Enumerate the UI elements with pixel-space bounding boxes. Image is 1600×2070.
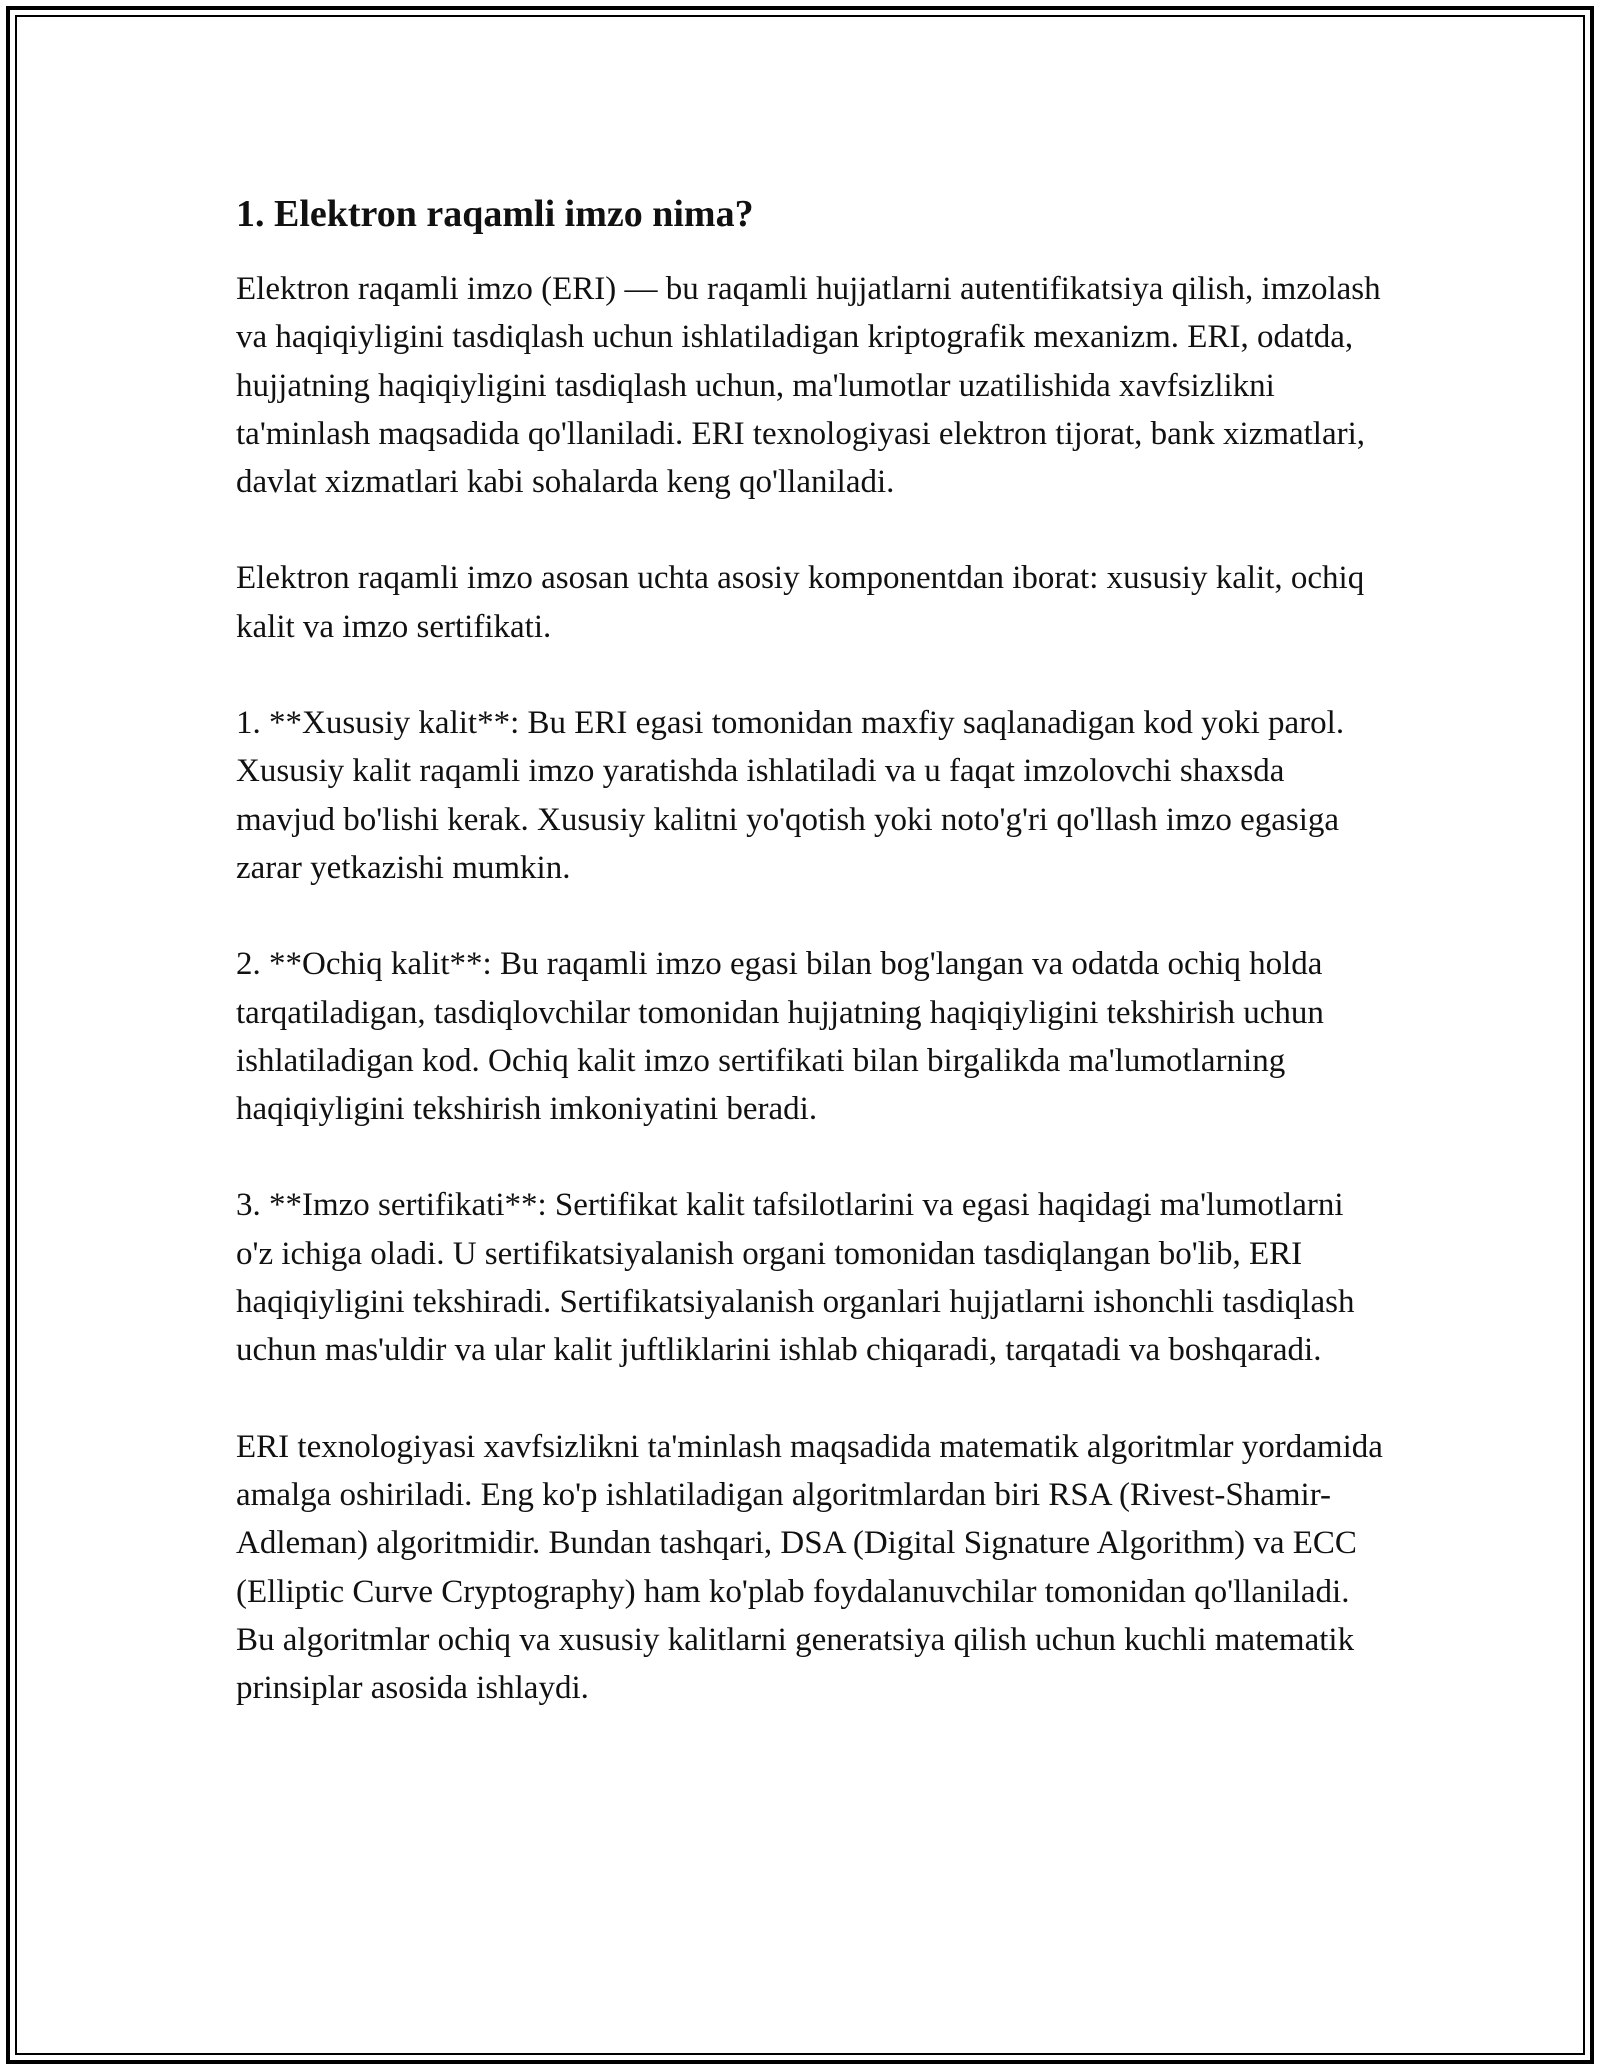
paragraph-definition: Elektron raqamli imzo (ERI) — bu raqamli hujjatlarni autentifikatsiya qilish, imzolash va haqiqiyligini tasdiqlash uchun ishlatiladigan kriptografik mexanizm. ERI, odatda, hujjatning haqiqiyligini tasdiqlash uchun, ma'lumotlar uzatilishida xavfsizlikni ta'minlash maqsadida qo'llaniladi. ERI texnologiyasi elektron tijorat, bank xizmatlari, davlat xizmatlari kabi sohalarda keng qo'llaniladi. — [236, 271, 1381, 501]
paragraph-public-key: 2. **Ochiq kalit**: Bu raqamli imzo egasi bilan bog'langan va odatda ochiq holda tarqatiladigan, tasdiqlovchilar tomonidan hujjatning haqiqiyligini tekshirish uchun ishlatiladigan kod. Ochiq kalit imzo sertifikati bilan birgalikda ma'lumotlarning haqiqiyligini tekshirish imkoniyatini beradi. — [236, 946, 1324, 1128]
paragraph-algorithms: ERI texnologiyasi xavfsizlikni ta'minlash maqsadida matematik algoritmlar yordamida amalga oshiriladi. Eng ko'p ishlatiladigan algoritmlardan biri RSA (Rivest-Shamir-Adleman) algoritmidir. Bundan tashqari, DSA (Digital Signature Algorithm) va ECC (Elliptic Curve Cryptography) ham ko'plab foydalanuvchilar tomonidan qo'llaniladi. Bu algoritmlar ochiq va xususiy kalitlarni generatsiya qilish uchun kuchli matematik prinsiplar asosida ishlaydi. — [236, 1428, 1383, 1707]
paragraph-components: Elektron raqamli imzo asosan uchta asosiy komponentdan iborat: xususiy kalit, ochiq kalit va imzo sertifikati. — [236, 560, 1365, 645]
section-title: 1. Elektron raqamli imzo nima? — [236, 193, 754, 235]
paragraph-private-key: 1. **Xususiy kalit**: Bu ERI egasi tomonidan maxfiy saqlanadigan kod yoki parol. Xususiy kalit raqamli imzo yaratishda ishlatiladi va u faqat imzolovchi shaxsda mavjud bo'lishi kerak. Xususiy kalitni yo'qotish yoki noto'g'ri qo'llash imzo egasiga zarar yetkazishi mumkin. — [236, 705, 1345, 886]
paragraph-certificate: 3. **Imzo sertifikati**: Sertifikat kalit tafsilotlarini va egasi haqidagi ma'lumotlarni o'z ichiga oladi. U sertifikatsiyalanish organi tomonidan tasdiqlangan bo'lib, ERI haqiqiyligini tekshiradi. Sertifikatsiyalanish organlari hujjatlarni ishonchli tasdiqlash uchun mas'uldir va ular kalit juftliklarini ishlab chiqaradi, tarqatadi va boshqaradi. — [236, 1187, 1355, 1369]
document-body — [236, 183, 1386, 1760]
